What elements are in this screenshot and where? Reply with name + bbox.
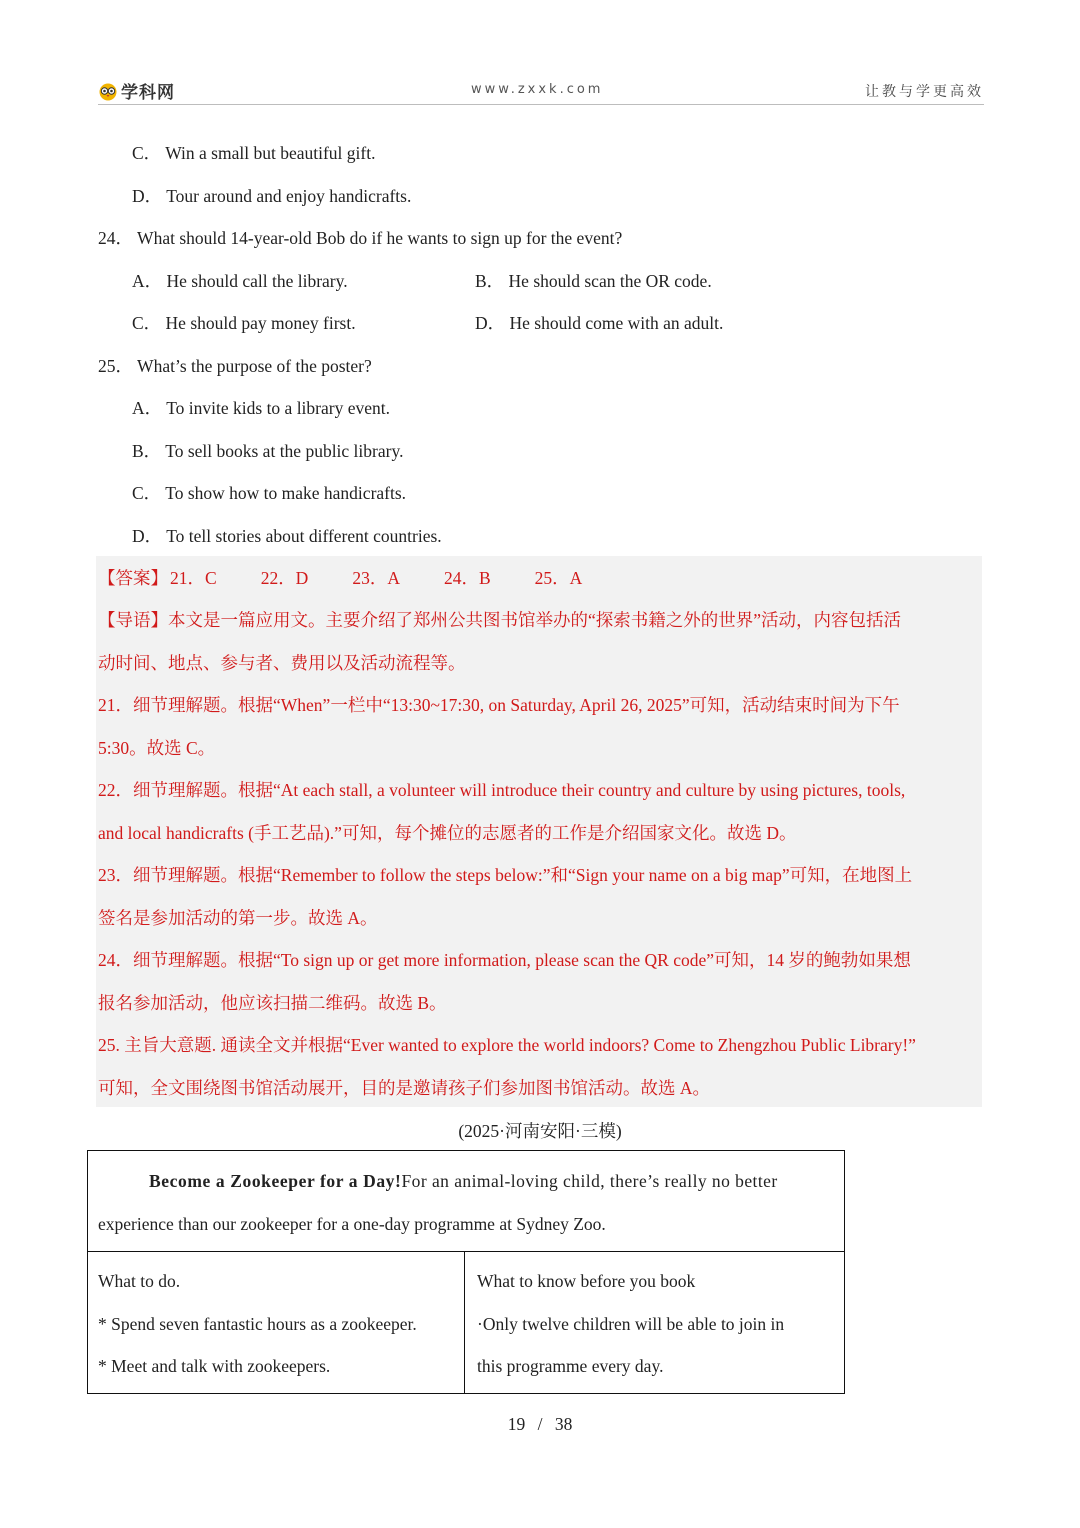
explain-22-line1: 22．细节理解题。根据“At each stall, a volunteer will introduce their country and culture by using pictures, tools,	[98, 780, 906, 800]
left-cell-heading: What to do.	[98, 1271, 181, 1291]
answer-21: 21．C	[170, 568, 217, 588]
explain-21-line2: 5:30。故选 C。	[98, 738, 216, 758]
explain-24-line2: 报名参加活动，他应该扫描二维码。故选 B。	[98, 993, 447, 1013]
left-cell-item2: * Meet and talk with zookeepers.	[98, 1356, 331, 1376]
guide-text-line2: 动时间、地点、参与者、费用以及活动流程等。	[98, 653, 466, 673]
option-25a: A． To invite kids to a library event.	[132, 398, 390, 418]
explain-24-line1: 24．细节理解题。根据“To sign up or get more information, please scan the QR code”可知，14 岁的鲍勃如果想	[98, 950, 911, 970]
site-url[interactable]: www.zxxk.com	[471, 82, 604, 97]
page-separator: /	[537, 1414, 543, 1434]
question-24-stem: 24． What should 14-year-old Bob do if he wants to sign up for the event?	[98, 228, 623, 248]
explain-23-line2: 签名是参加活动的第一步。故选 A。	[98, 908, 378, 928]
table-intro-rest: For an animal-loving child, there’s really no better	[401, 1171, 778, 1191]
zoo-passage-table	[87, 1150, 845, 1394]
option-24a: A． He should call the library.	[132, 271, 348, 291]
explain-23-line1: 23．细节理解题。根据“Remember to follow the steps below:”和“Sign your name on a big map”可知，在地图上	[98, 865, 913, 885]
page-total: 38	[554, 1414, 573, 1434]
option-23d: D． Tour around and enjoy handicrafts.	[132, 186, 412, 206]
explain-25-line2: 可知，全文围绕图书馆活动展开，目的是邀请孩子们参加图书馆活动。故选 A。	[98, 1078, 711, 1098]
page-header	[98, 76, 984, 105]
left-cell-item1: * Spend seven fantastic hours as a zookeeper.	[98, 1314, 417, 1334]
option-24d: D． He should come with an adult.	[475, 313, 724, 333]
option-23c: C． Win a small but beautiful gift.	[132, 143, 376, 163]
answer-25: 25．A	[534, 568, 583, 588]
option-24b: B． He should scan the OR code.	[475, 271, 712, 291]
right-cell-heading: What to know before you book	[477, 1271, 696, 1291]
site-slogan: 让教与学更高效	[865, 84, 984, 100]
answer-22: 22．D	[260, 568, 309, 588]
explain-21-line1: 21．细节理解题。根据“When”一栏中“13:30~17:30, on Saturday, April 26, 2025”可知，活动结束时间为下午	[98, 695, 900, 715]
option-25b: B． To sell books at the public library.	[132, 441, 404, 461]
logo-text: 学科网	[121, 83, 175, 103]
source-note: (2025·河南安阳·三模)	[458, 1121, 622, 1141]
table-intro-line1	[149, 1169, 778, 1193]
question-25-stem: 25． What’s the purpose of the poster?	[98, 356, 372, 376]
table-divider-horizontal	[88, 1251, 844, 1252]
explain-25-line1: 25. 主旨大意题. 通读全文并根据“Ever wanted to explore the world indoors? Come to Zhengzhou Public Library!”	[98, 1035, 916, 1055]
right-cell-item1-line1: ·Only twelve children will be able to join in	[477, 1314, 785, 1334]
answer-label: 【答案】	[98, 568, 168, 588]
table-title: Become a Zookeeper for a Day!	[149, 1171, 402, 1191]
answer-23: 23．A	[352, 568, 400, 588]
page-current: 19	[507, 1414, 526, 1434]
owl-logo-icon	[98, 81, 118, 101]
right-cell-item1-line2: this programme every day.	[477, 1356, 664, 1376]
answer-line	[98, 566, 582, 590]
option-24c: C． He should pay money first.	[132, 313, 356, 333]
table-divider-vertical	[464, 1251, 465, 1393]
explain-22-line2: and local handicrafts (手工艺品).”可知，每个摊位的志愿者的工作是介绍国家文化。故选 D。	[98, 823, 797, 843]
page-number	[0, 1414, 1080, 1435]
guide-text-line1: 【导语】本文是一篇应用文。主要介绍了郑州公共图书馆举办的“探索书籍之外的世界”活动，内容包括活	[98, 610, 902, 630]
table-intro-line2: experience than our zookeeper for a one-day programme at Sydney Zoo.	[98, 1214, 606, 1234]
option-25c: C． To show how to make handicrafts.	[132, 483, 407, 503]
site-logo	[98, 78, 175, 103]
answer-24: 24．B	[443, 568, 491, 588]
option-25d: D． To tell stories about different countries.	[132, 526, 442, 546]
